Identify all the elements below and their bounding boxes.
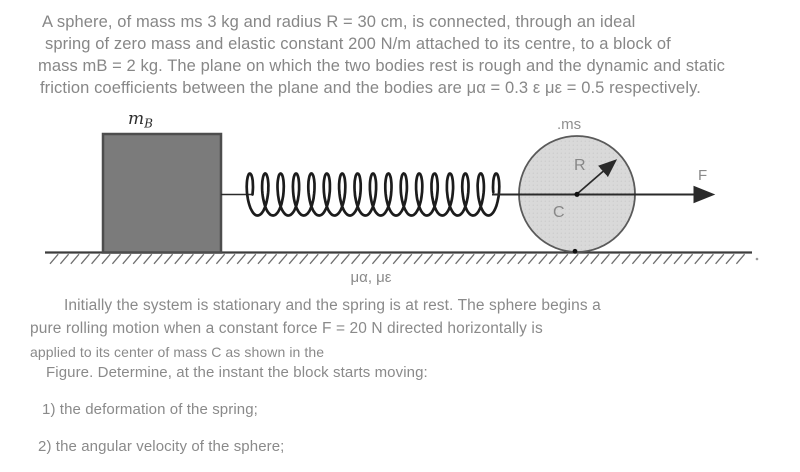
radius-label: R — [574, 157, 586, 174]
spring-coil — [247, 174, 500, 216]
intro-line-2: spring of zero mass and elastic constant 200 N/m attached to its centre, to a block of — [45, 35, 671, 53]
body-figure-line: Figure. Determine, at the instant the block starts moving: — [46, 364, 428, 381]
body-line-2: pure rolling motion when a constant force F = 20 N directed horizontally is — [30, 320, 543, 337]
force-label: F — [698, 167, 708, 184]
block-label-main: m — [128, 109, 145, 129]
friction-label: μα, με — [350, 269, 392, 286]
intro-line-4: friction coefficients between the plane and the bodies are μα = 0.3 ε με = 0.5 respectively. — [40, 79, 701, 97]
scan-dot — [756, 258, 759, 261]
block-mB — [103, 134, 221, 253]
body-line-3: applied to its center of mass C as shown in the — [30, 344, 325, 360]
question-item-2: 2) the angular velocity of the sphere; — [38, 438, 285, 455]
center-label: C — [553, 204, 565, 221]
intro-line-1: A sphere, of mass ms 3 kg and radius R = 30 cm, is connected, through an ideal — [42, 13, 636, 31]
question-item-1: 1) the deformation of the spring; — [42, 401, 258, 418]
contact-point — [573, 249, 578, 254]
intro-line-3: mass mB = 2 kg. The plane on which the two bodies rest is rough and the dynamic and static — [38, 57, 725, 75]
center-point — [574, 192, 579, 197]
ground-hatching — [50, 254, 745, 264]
sphere-label: .ms — [557, 116, 582, 133]
body-line-1: Initially the system is stationary and the spring is at rest. The sphere begins a — [64, 297, 601, 314]
block-label — [128, 109, 153, 131]
block-label-sub: B — [144, 116, 153, 131]
